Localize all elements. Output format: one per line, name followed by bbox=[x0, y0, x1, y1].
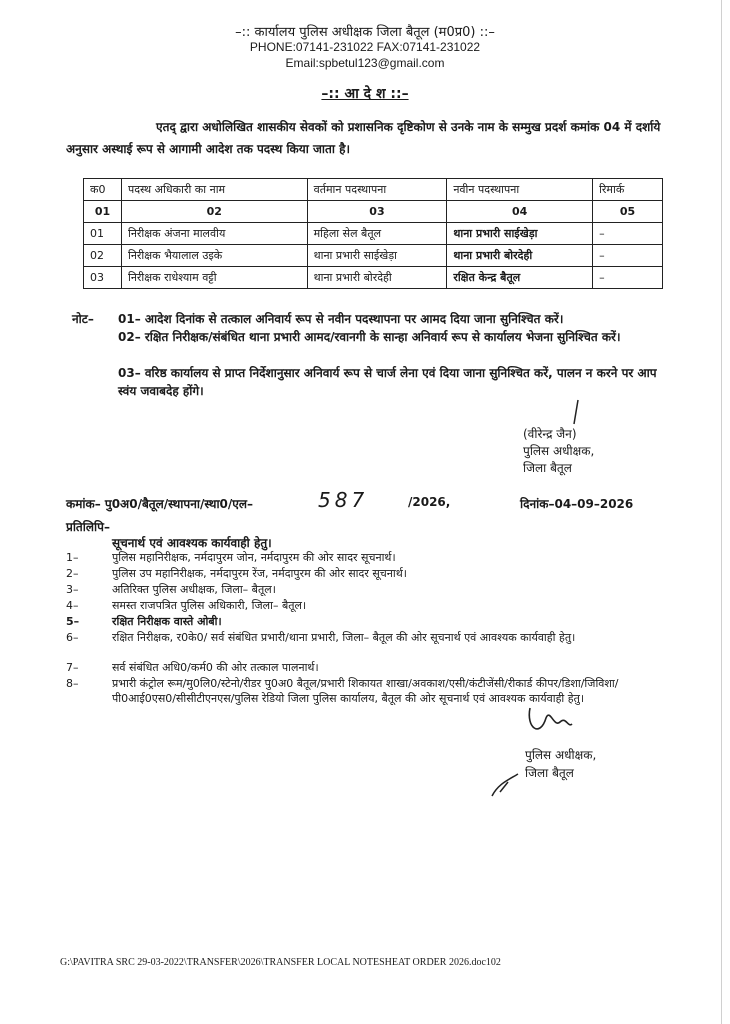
note-label: नोट– bbox=[72, 312, 94, 326]
note-item: 01– आदेश दिनांक से तत्काल अनिवार्य रूप से नवीन पदस्थापना पर आमद दिया जाना सुनिश्चित करें। bbox=[118, 312, 564, 326]
list-text: समस्त राजपत्रित पुलिस अधिकारी, जिला– बैतूल। bbox=[112, 599, 307, 612]
list-number: 2– bbox=[66, 567, 79, 580]
table-cell: – bbox=[593, 223, 663, 245]
table-cell: थाना प्रभारी बोरदेही bbox=[447, 245, 593, 267]
list-item bbox=[66, 550, 676, 565]
table-header: वर्तमान पदस्थापना bbox=[307, 179, 447, 201]
table-cell: निरीक्षक भैयालाल उइके bbox=[121, 245, 307, 267]
table-number-row bbox=[84, 201, 663, 223]
table-cell: 03 bbox=[307, 201, 447, 223]
table-cell: 02 bbox=[84, 245, 122, 267]
list-number: 3– bbox=[66, 583, 79, 596]
reference-date: दिनांक–04–09–2026 bbox=[520, 497, 634, 511]
signatory-district: जिला बैतूल bbox=[525, 766, 574, 780]
signature-block-2 bbox=[525, 746, 596, 782]
table-cell: 03 bbox=[84, 267, 122, 289]
list-text: रक्षित निरीक्षक वास्ते ओबी। bbox=[112, 615, 222, 628]
signatory-designation: पुलिस अधीक्षक, bbox=[523, 444, 595, 458]
list-item bbox=[66, 614, 676, 629]
email: Email:spbetul123@gmail.com bbox=[285, 56, 445, 70]
table-cell: थाना प्रभारी बोरदेही bbox=[307, 267, 447, 289]
signature-block-1 bbox=[523, 400, 663, 477]
list-number: 5– bbox=[66, 615, 80, 628]
list-number: 6– bbox=[66, 631, 79, 644]
table-cell: – bbox=[593, 245, 663, 267]
table-cell: – bbox=[593, 267, 663, 289]
page-edge-line bbox=[721, 0, 722, 1024]
list-item bbox=[66, 630, 676, 645]
table-header: नवीन पदस्थापना bbox=[447, 179, 593, 201]
list-text: सर्व संबंधित अधि0/कर्म0 की ओर तत्काल पालनार्थ। bbox=[112, 661, 319, 674]
list-number: 4– bbox=[66, 599, 79, 612]
copy-subject: सूचनार्थ एवं आवश्यक कार्यवाही हेतु। bbox=[112, 536, 272, 550]
table-header-row bbox=[84, 179, 663, 201]
reference-number: 587 bbox=[318, 488, 369, 512]
signatory-district: जिला बैतूल bbox=[523, 461, 572, 475]
reference-year: /2026, bbox=[408, 495, 451, 509]
table-row bbox=[84, 245, 663, 267]
list-number: 1– bbox=[66, 551, 79, 564]
signatory-designation: पुलिस अधीक्षक, bbox=[525, 748, 597, 762]
table-cell: 01 bbox=[84, 223, 122, 245]
list-text: पुलिस उप महानिरीक्षक, नर्मदापुरम रेंज, नर्मदापुरम की ओर सादर सूचनार्थ। bbox=[112, 567, 407, 580]
reference-prefix: कमांक– पु0अ0/बैतूल/स्थापना/स्था0/एल– bbox=[66, 497, 254, 511]
list-item bbox=[66, 582, 676, 597]
list-number: 7– bbox=[66, 661, 79, 674]
signatory-name: (वीरेन्द्र जैन) bbox=[523, 427, 577, 441]
table-cell: 01 bbox=[84, 201, 122, 223]
table-cell: रक्षित केन्द्र बैतूल bbox=[447, 267, 593, 289]
table-header: पदस्थ अधिकारी का नाम bbox=[121, 179, 307, 201]
table-header: क0 bbox=[84, 179, 122, 201]
list-item bbox=[66, 566, 676, 581]
note-item: 03– वरिष्ठ कार्यालय से प्राप्त निर्देशानुसार अनिवार्य रूप से चार्ज लेना एवं दिया जाना सुनिश्चित करें, पालन न करने पर आप स्वंय जवाबदेह होंगे। bbox=[118, 366, 657, 398]
list-text: प्रभारी कंट्रोल रूम/मु0लि0/स्टेनो/रीडर पु0अ0 बैतूल/प्रभारी शिकायत शाखा/अवकाश/एसी/कंटीजेंसी/रीकार्ड कीपर/डिशा/जिविशा/पी0आई0एस0/सीसीटीएनएस/पुलिस रेडियो जिला पुलिस कार्यालय, बैतूल की ओर सूचनार्थ एवं आवश्यक कार्यवाही हेतु। bbox=[112, 677, 619, 705]
table-cell: निरीक्षक अंजना मालवीय bbox=[121, 223, 307, 245]
list-item bbox=[66, 598, 676, 613]
office-header: –:: कार्यालय पुलिस अधीक्षक जिला बैतूल (म0प्र0) ::– bbox=[235, 25, 495, 40]
table-cell: 05 bbox=[593, 201, 663, 223]
order-intro: एतद् द्वारा अधोलिखित शासकीय सेवकों को प्रशासनिक दृष्टिकोण से उनके नाम के सम्मुख प्रदर्श कमांक 04 में दर्शाये अनुसार अस्थाई रूप से आगामी आदेश तक पदस्थ किया जाता है। bbox=[66, 120, 661, 156]
copy-label: प्रतिलिपि– bbox=[66, 520, 110, 534]
file-path-footer: G:\PAVITRA SRC 29-03-2022\TRANSFER\2026\TRANSFER LOCAL NOTESHEAT ORDER 2026.doc102 bbox=[60, 957, 501, 968]
note-item: 02– रक्षित निरीक्षक/संबंधित थाना प्रभारी आमद/रवानगी के सान्हा अनिवार्य रूप से कार्यालय भेजना सुनिश्चित करें। bbox=[118, 330, 621, 344]
table-cell: थाना प्रभारी साईखेड़ा bbox=[307, 245, 447, 267]
table-cell: 04 bbox=[447, 201, 593, 223]
transfer-table bbox=[83, 178, 663, 289]
table-header: रिमार्क bbox=[593, 179, 663, 201]
list-item bbox=[66, 660, 676, 675]
order-title: –:: आ दे श ::– bbox=[321, 86, 409, 102]
phone-fax: PHONE:07141-231022 FAX:07141-231022 bbox=[249, 40, 481, 54]
list-item bbox=[66, 676, 676, 706]
table-cell: निरीक्षक राधेश्याम वट्टी bbox=[121, 267, 307, 289]
signature-mark-2 bbox=[520, 698, 580, 748]
table-cell: थाना प्रभारी साईखेड़ा bbox=[447, 223, 593, 245]
list-number: 8– bbox=[66, 677, 79, 690]
list-text: पुलिस महानिरीक्षक, नर्मदापुरम जोन, नर्मदापुरम की ओर सादर सूचनार्थ। bbox=[112, 551, 396, 564]
table-row bbox=[84, 267, 663, 289]
table-cell: 02 bbox=[121, 201, 307, 223]
initials-mark bbox=[488, 770, 528, 800]
list-text: अतिरिक्त पुलिस अधीक्षक, जिला– बैतूल। bbox=[112, 583, 276, 596]
table-row bbox=[84, 223, 663, 245]
table-cell: महिला सेल बैतूल bbox=[307, 223, 447, 245]
list-text: रक्षित निरीक्षक, र0के0/ सर्व संबंधित प्रभारी/थाना प्रभारी, जिला– बैतूल की ओर सूचनार्थ एवं आवश्यक कार्यवाही हेतु। bbox=[112, 631, 576, 644]
